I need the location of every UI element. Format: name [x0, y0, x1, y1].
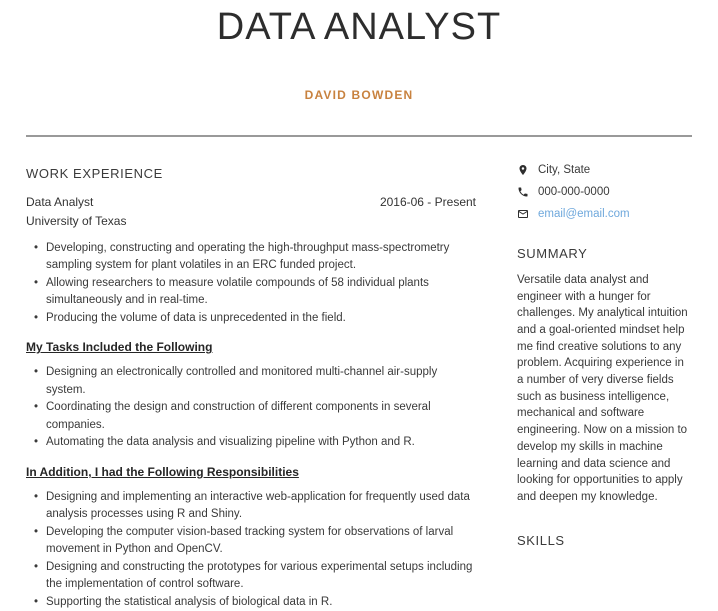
- contact-email[interactable]: [517, 208, 692, 220]
- job-bullet-list: [26, 240, 476, 328]
- contact-location-text: City, State: [538, 163, 591, 176]
- list-item: • Producing the volume of data is unprecedented in the field.: [46, 310, 476, 328]
- job-company: University of Texas: [26, 213, 127, 228]
- list-item: • Designing and implementing an interactive web-application for frequently used data analysis processes using R and Shiny.: [46, 489, 476, 524]
- contact-phone: [517, 186, 692, 198]
- right-column: [517, 163, 692, 611]
- list-item: • Designing and constructing the prototypes for various experimental setups including the implementation of control software.: [46, 559, 476, 594]
- job-header: [26, 195, 476, 209]
- tasks-bullet-list: [26, 364, 476, 452]
- list-item: • Developing the computer vision-based tracking system for observations of larval movement in Python and OpenCV.: [46, 524, 476, 559]
- resume-header: [0, 0, 718, 102]
- responsibilities-bullet-list: [26, 489, 476, 611]
- list-item: • Coordinating the design and construction of different components in several companies.: [46, 399, 476, 434]
- summary-heading: SUMMARY: [517, 245, 588, 261]
- contact-location: [517, 164, 692, 176]
- location-icon: [517, 164, 529, 176]
- content-columns: [0, 163, 718, 611]
- job-dates: 2016-06 - Present: [379, 194, 476, 209]
- page-title: DATA ANALYST: [216, 6, 502, 48]
- left-column: [26, 166, 476, 611]
- contact-block: [517, 164, 692, 220]
- list-item: • Allowing researchers to measure volatile compounds of 58 individual plants simultaneously and in real-time.: [46, 275, 476, 310]
- list-item: • Designing an electronically controlled and monitored multi-channel air-supply system.: [46, 364, 476, 399]
- summary-text: Versatile data analyst and engineer with a hunger for challenges. My analytical intuition and a goal-oriented mindset help me find creative solutions to any problem. Acquiring experience in a number of very diverse fields such as business intelligence, mechanical and software engineering. Now on a mission to develop my skills in machine learning and data science and looking for opportunities to apply and deepen my knowledge.: [517, 273, 688, 503]
- candidate-name: DAVID BOWDEN: [304, 87, 414, 102]
- tasks-subheading: My Tasks Included the Following: [26, 340, 213, 355]
- list-item: • Developing, constructing and operating the high-throughput mass-spectrometry sampling system for plant volatiles in an ERC funded project.: [46, 240, 476, 275]
- skills-heading: SKILLS: [517, 532, 565, 548]
- contact-email-text[interactable]: email@email.com: [538, 207, 630, 220]
- header-divider: [26, 135, 692, 137]
- work-experience-heading: WORK EXPERIENCE: [26, 165, 163, 181]
- responsibilities-subheading: In Addition, I had the Following Responsibilities: [26, 464, 299, 479]
- list-item: • Supporting the statistical analysis of biological data in R.: [46, 594, 476, 611]
- email-icon: [517, 208, 529, 220]
- phone-icon: [517, 186, 529, 198]
- contact-phone-text: 000-000-0000: [538, 185, 610, 198]
- job-title: Data Analyst: [26, 194, 94, 209]
- list-item: • Automating the data analysis and visualizing pipeline with Python and R.: [46, 434, 476, 452]
